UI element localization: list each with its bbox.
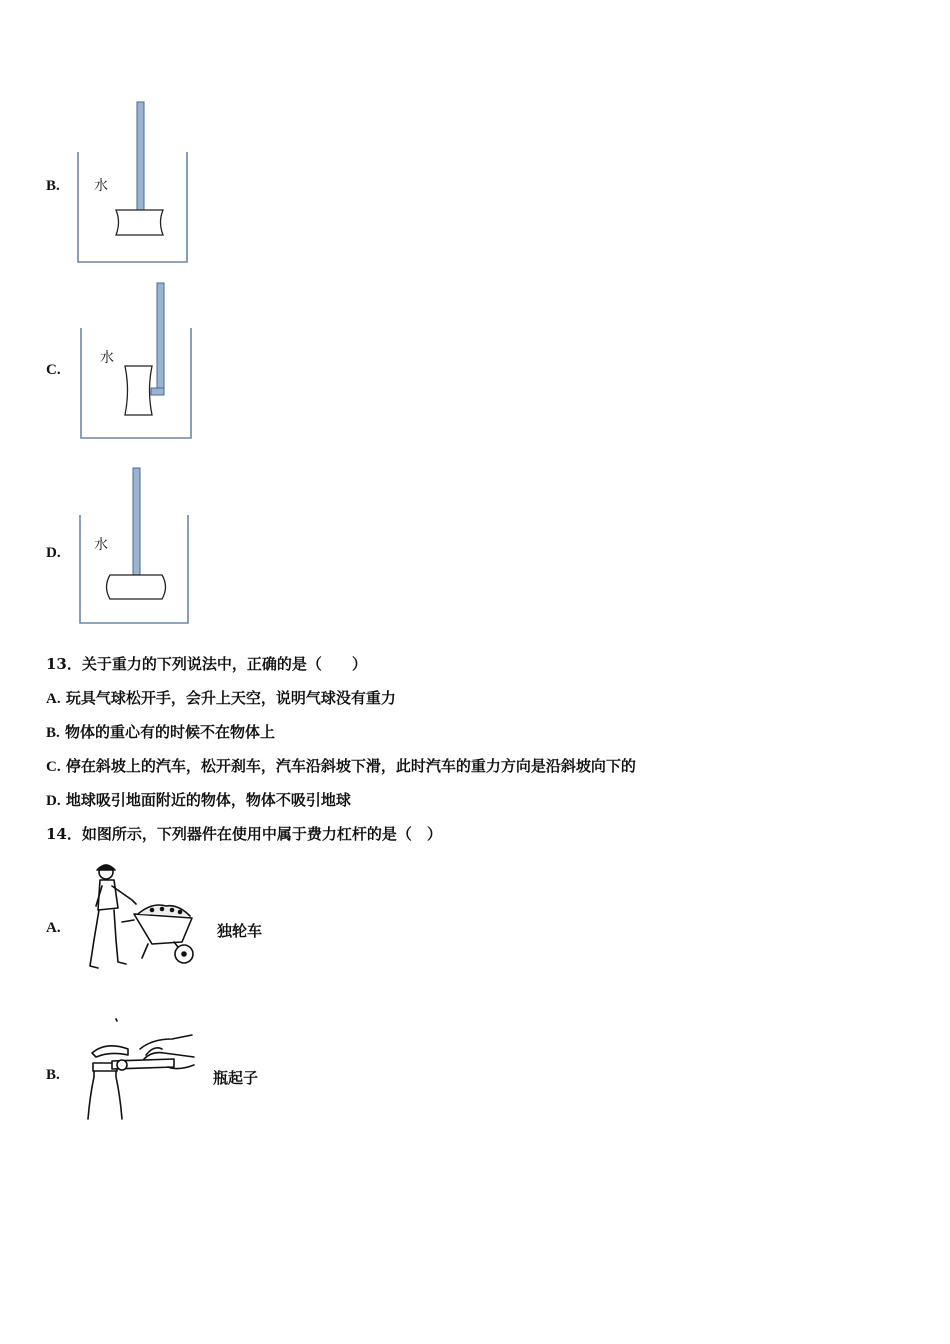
q13-option-d-text: 地球吸引地面附近的物体，物体不吸引地球: [65, 791, 351, 809]
q14-option-a-letter[interactable]: A.: [46, 920, 61, 936]
wheelbarrow-figure: [82, 858, 202, 976]
q13-option-c-letter: C.: [46, 759, 61, 775]
q14-option-b-caption: 瓶起子: [213, 1069, 259, 1087]
q12-option-b-figure: [70, 100, 200, 270]
q13-option-d-letter: D.: [46, 793, 61, 809]
bottle-opener-figure: [82, 1015, 202, 1125]
q13-option-b[interactable]: [46, 721, 275, 742]
q14-question: 14．如图所示，下列器件在使用中属于费力杠杆的是（ ）: [46, 825, 442, 843]
q13-option-a[interactable]: [46, 687, 396, 708]
q12-option-d-figure: [70, 465, 200, 627]
q13-option-b-text: 物体的重心有的时候不在物体上: [65, 723, 276, 741]
water-label: 水: [100, 350, 114, 366]
q13-option-a-letter: A.: [46, 691, 61, 707]
q13-option-c-text: 停在斜坡上的汽车，松开刹车，汽车沿斜坡下滑，此时汽车的重力方向是沿斜坡向下的: [65, 757, 636, 775]
q13-option-c[interactable]: [46, 755, 636, 776]
water-label: 水: [94, 178, 108, 194]
q13-option-a-text: 玩具气球松开手，会升上天空，说明气球没有重力: [65, 689, 396, 707]
q14-option-a-caption: 独轮车: [217, 922, 263, 940]
q13-question: 13．关于重力的下列说法中，正确的是（ ）: [46, 655, 367, 673]
q12-option-d-letter[interactable]: D.: [46, 545, 61, 561]
q12-option-b-letter[interactable]: B.: [46, 178, 60, 194]
water-label: 水: [94, 537, 108, 553]
q12-option-c-letter[interactable]: C.: [46, 362, 61, 378]
q13-option-b-letter: B.: [46, 725, 60, 741]
q12-option-c-figure: [72, 280, 202, 445]
q14-option-b-letter[interactable]: B.: [46, 1067, 60, 1083]
q13-option-d[interactable]: [46, 789, 351, 810]
